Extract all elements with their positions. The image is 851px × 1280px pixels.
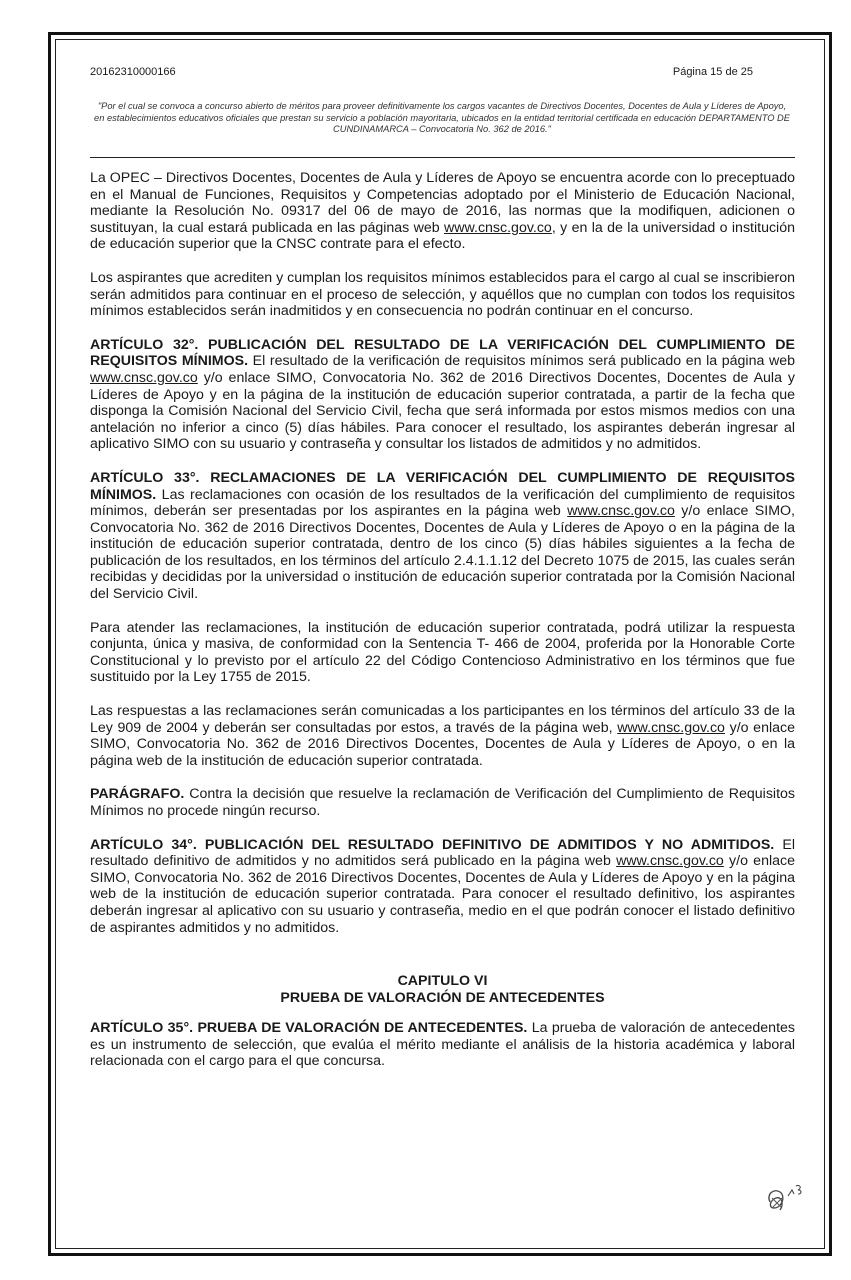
paragraph-opec: La OPEC – Directivos Docentes, Docentes de Aula y Líderes de Apoyo se encuentra acorde con lo preceptuado en el Manual de Funciones, Requisitos y Competencias adoptado por el Ministerio de Educación Nacional, mediante la Resolución No. 09317 del 06 de mayo de 2016, las normas que la modifiquen, adicionen o sustituyan, la cual estará publicada en las páginas web www.cnsc.gov.co, y en la de la universidad o institución de educación superior que la CNSC contrate para el efecto.	[90, 170, 795, 253]
chapter-number: CAPITULO VI	[397, 973, 488, 990]
cnsc-link[interactable]: www.cnsc.gov.co	[616, 853, 724, 870]
chapter-title: PRUEBA DE VALORACIÓN DE ANTECEDENTES	[280, 990, 605, 1007]
chapter-heading	[90, 973, 795, 1007]
cnsc-link[interactable]: www.cnsc.gov.co	[444, 219, 552, 236]
initials-signature-icon	[762, 1180, 812, 1220]
article-35-title: ARTÍCULO 35°. PRUEBA DE VALORACIÓN DE ANTECEDENTES.	[90, 1020, 528, 1037]
paragraph-aspirantes: Los aspirantes que acrediten y cumplan los requisitos mínimos establecidos para el cargo al cual se inscribieron serán admitidos para continuar en el proceso de selección, y aquéllos que no cumplan con todos los requisitos mínimos establecidos serán inadmitidos y en consecuencia no podrán continuar en el concurso.	[90, 269, 796, 320]
document-body	[90, 170, 795, 1087]
cnsc-link[interactable]: www.cnsc.gov.co	[90, 369, 198, 386]
cnsc-link[interactable]: www.cnsc.gov.co	[617, 719, 725, 736]
header-divider	[90, 157, 795, 158]
article-34-title: ARTÍCULO 34°. PUBLICACIÓN DEL RESULTADO DEFINITIVO DE ADMITIDOS Y NO ADMITIDOS.	[90, 836, 775, 853]
article-33-title: ARTÍCULO 33°. RECLAMACIONES DE LA VERIFICACIÓN DEL CUMPLIMIENTO DE REQUISITOS MÍNIMOS.	[90, 469, 795, 503]
document-number: 20162310000166	[90, 66, 176, 78]
article-35: ARTÍCULO 35°. PRUEBA DE VALORACIÓN DE ANTECEDENTES. La prueba de valoración de antecedentes es un instrumento de selección, que evalúa el mérito mediante el análisis de la historia académica y laboral relacionada con el cargo para el que concursa.	[90, 1020, 795, 1070]
cnsc-link[interactable]: www.cnsc.gov.co	[567, 503, 675, 520]
paragrafo: PARÁGRAFO. Contra la decisión que resuelve la reclamación de Verificación del Cumplimiento de Requisitos Mínimos no procede ningún recurso.	[90, 786, 795, 819]
page-number: Página 15 de 25	[672, 66, 753, 78]
article-32: ARTÍCULO 32°. PUBLICACIÓN DEL RESULTADO DE LA VERIFICACIÓN DEL CUMPLIMIENTO DE REQUISITOS MÍNIMOS. El resultado de la verificación de requisitos mínimos será publicado en la página web www.cnsc.gov.co y/o enlace SIMO, Convocatoria No. 362 de 2016 Directivos Docentes, Docentes de Aula y Líderes de Apoyo y en la página de la institución de educación superior contratada, a partir de la fecha que disponga la Comisión Nacional del Servicio Civil, fecha que será informada por estos mismos medios con una antelación no inferior a cinco (5) días hábiles. Para conocer el resultado, los aspirantes deberán ingresar al aplicativo SIMO con su usuario y contraseña y consultar los listados de admitidos y no admitidos.	[90, 336, 795, 453]
article-33: ARTÍCULO 33°. RECLAMACIONES DE LA VERIFICACIÓN DEL CUMPLIMIENTO DE REQUISITOS MÍNIMOS. Las reclamaciones con ocasión de los resultados de la verificación del cumplimiento de requisitos mínimos, deberán ser presentadas por los aspirantes en la página web www.cnsc.gov.co y/o enlace SIMO, Convocatoria No. 362 de 2016 Directivos Docentes, Docentes de Aula y Líderes de Apoyo o en la página de la institución de educación superior contratada, dentro de los cinco (5) días hábiles siguientes a la fecha de publicación de los resultados, en los términos del artículo 2.4.1.1.12 del Decreto 1075 de 2015, las cuales serán recibidas y decididas por la universidad o institución de educación superior contratada por la Comisión Nacional del Servicio Civil.	[90, 469, 795, 603]
paragraph-respuestas: Las respuestas a las reclamaciones serán comunicadas a los participantes en los términos del artículo 33 de la Ley 909 de 2004 y deberán ser consultadas por estos, a través de la página web, www.cnsc.gov.co y/o enlace SIMO, Convocatoria No. 362 de 2016 Directivos Docentes, Docentes de Aula y Líderes de Apoyo, o en la página web de la institución de educación superior contratada.	[90, 703, 795, 769]
article-34: ARTÍCULO 34°. PUBLICACIÓN DEL RESULTADO DEFINITIVO DE ADMITIDOS Y NO ADMITIDOS. El resultado definitivo de admitidos y no admitidos será publicado en la página web www.cnsc.gov.co y/o enlace SIMO, Convocatoria No. 362 de 2016 Directivos Docentes, Docentes de Aula y Líderes de Apoyo y en la página web de la institución de educación superior contratada. Para conocer el resultado definitivo, los aspirantes deberán ingresar al aplicativo con su usuario y contraseña, medio en el que podrán conocer el listado definitivo de aspirantes admitidos y no admitidos.	[90, 836, 795, 936]
paragraph-reclamaciones: Para atender las reclamaciones, la institución de educación superior contratada, podrá utilizar la respuesta conjunta, única y masiva, de conformidad con la Sentencia T- 466 de 2004, proferida por la Honorable Corte Constitucional y lo previsto por el artículo 22 del Código Contencioso Administrativo en los términos que fue sustituido por la Ley 1755 de 2015.	[90, 619, 795, 686]
article-32-title: ARTÍCULO 32°. PUBLICACIÓN DEL RESULTADO DE LA VERIFICACIÓN DEL CUMPLIMIENTO DE REQUISITOS MÍNIMOS.	[90, 336, 795, 370]
paragrafo-title: PARÁGRAFO.	[90, 786, 185, 803]
resolution-subtitle: "Por el cual se convoca a concurso abierto de méritos para proveer definitivamente los cargos vacantes de Directivos Docentes, Docentes de Aula y Líderes de Apoyo, en establecimientos educativos oficiales que prestan su servicio a población mayoritaria, ubicados en la entidad territorial certificada en educación DEPARTAMENTO DE CUNDINAMARCA – Convocatoria No. 362 de 2016."	[94, 101, 790, 134]
